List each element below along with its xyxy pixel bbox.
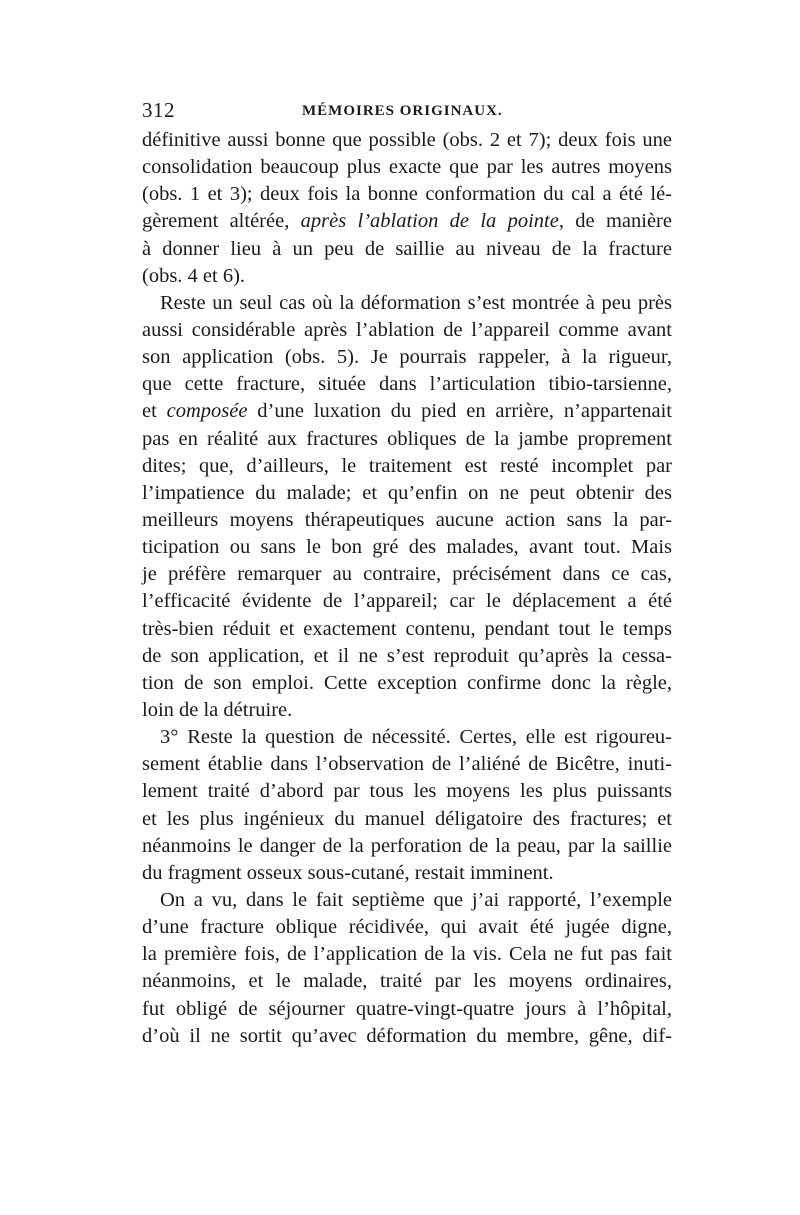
text-line: 3° Reste la question de nécessité. Certes, elle est rigoureu- (160, 726, 672, 749)
text-line (142, 398, 672, 425)
italic-word: composée (166, 400, 248, 423)
running-title: MÉMOIRES ORIGINAUX. (302, 103, 503, 119)
text-line: son application (obs. 5). Je pourrais rappeler, à la rigueur, (142, 346, 672, 369)
text-line: aussi considérable après l’ablation de l’appareil comme avant (142, 318, 672, 341)
italic-phrase: après l’ablation de la pointe, (300, 210, 564, 233)
text-line: l’efficacité évidente de l’appareil; car le déplacement a été (142, 590, 672, 613)
text-line: du fragment osseux sous-cutané, restait imminent. (142, 861, 554, 884)
text-line: On a vu, dans le fait septième que j’ai rapporté, l’exemple (160, 888, 672, 911)
text-line (142, 208, 672, 235)
text-line: (obs. 4 et 6). (142, 264, 246, 287)
text-line: et les plus ingénieux du manuel déligatoire des fractures; et (142, 807, 672, 830)
text-line: ticipation ou sans le bon gré des malades, avant tout. Mais (142, 536, 672, 559)
running-header (142, 96, 672, 124)
text-run: d’une luxation du pied en arrière, n’appartenait (247, 400, 672, 423)
text-line: très-bien réduit et exactement contenu, pendant tout le temps (142, 617, 672, 640)
text-line: fut obligé de séjourner quatre-vingt-quatre jours à l’hôpital, (142, 997, 672, 1020)
text-line: néanmoins le danger de la perforation de la peau, par la saillie (142, 834, 672, 857)
text-line: lement traité d’abord par tous les moyens les plus puissants (142, 780, 672, 803)
text-line: l’impatience du malade; et qu’enfin on ne peut obtenir des (142, 481, 672, 504)
text-line: la première fois, de l’application de la vis. Cela ne fut pas fait (142, 943, 672, 966)
text-line: dites; que, d’ailleurs, le traitement est resté incomplet par (142, 454, 672, 477)
text-run: et (142, 400, 167, 423)
text-line: que cette fracture, située dans l’articulation tibio-tarsienne, (142, 373, 672, 396)
text-line: je préfère remarquer au contraire, précisément dans ce cas, (142, 563, 672, 586)
text-line: d’une fracture oblique récidivée, qui avait été jugée digne, (142, 916, 672, 939)
text-line: loin de la détruire. (142, 698, 293, 721)
text-line: sement établie dans l’observation de l’aliéné de Bicêtre, inuti- (142, 753, 672, 776)
text-line: à donner lieu à un peu de saillie au niveau de la fracture (142, 237, 672, 260)
text-run: gèrement altérée, (142, 210, 301, 233)
text-line: néanmoins, et le malade, traité par les moyens ordinaires, (142, 970, 672, 993)
text-line: définitive aussi bonne que possible (obs. 2 et 7); deux fois une (142, 129, 672, 151)
text-line: (obs. 1 et 3); deux fois la bonne conformation du cal a été lé- (142, 183, 672, 206)
page-number: 312 (142, 98, 175, 122)
text-line: tion de son emploi. Cette exception confirme donc la règle, (142, 671, 672, 694)
body-text (142, 127, 672, 1050)
text-run: de manière (563, 210, 672, 233)
text-line: consolidation beaucoup plus exacte que par les autres moyens (142, 156, 672, 179)
text-line: d’où il ne sortit qu’avec déformation du membre, gêne, dif- (142, 1024, 672, 1047)
text-line: pas en réalité aux fractures obliques de la jambe proprement (142, 427, 672, 450)
book-page (142, 96, 672, 1050)
text-line: Reste un seul cas où la déformation s’est montrée à peu près (160, 291, 672, 314)
text-line: de son application, et il ne s’est reproduit qu’après la cessa- (142, 644, 672, 667)
text-line: meilleurs moyens thérapeutiques aucune action sans la par- (142, 508, 672, 531)
